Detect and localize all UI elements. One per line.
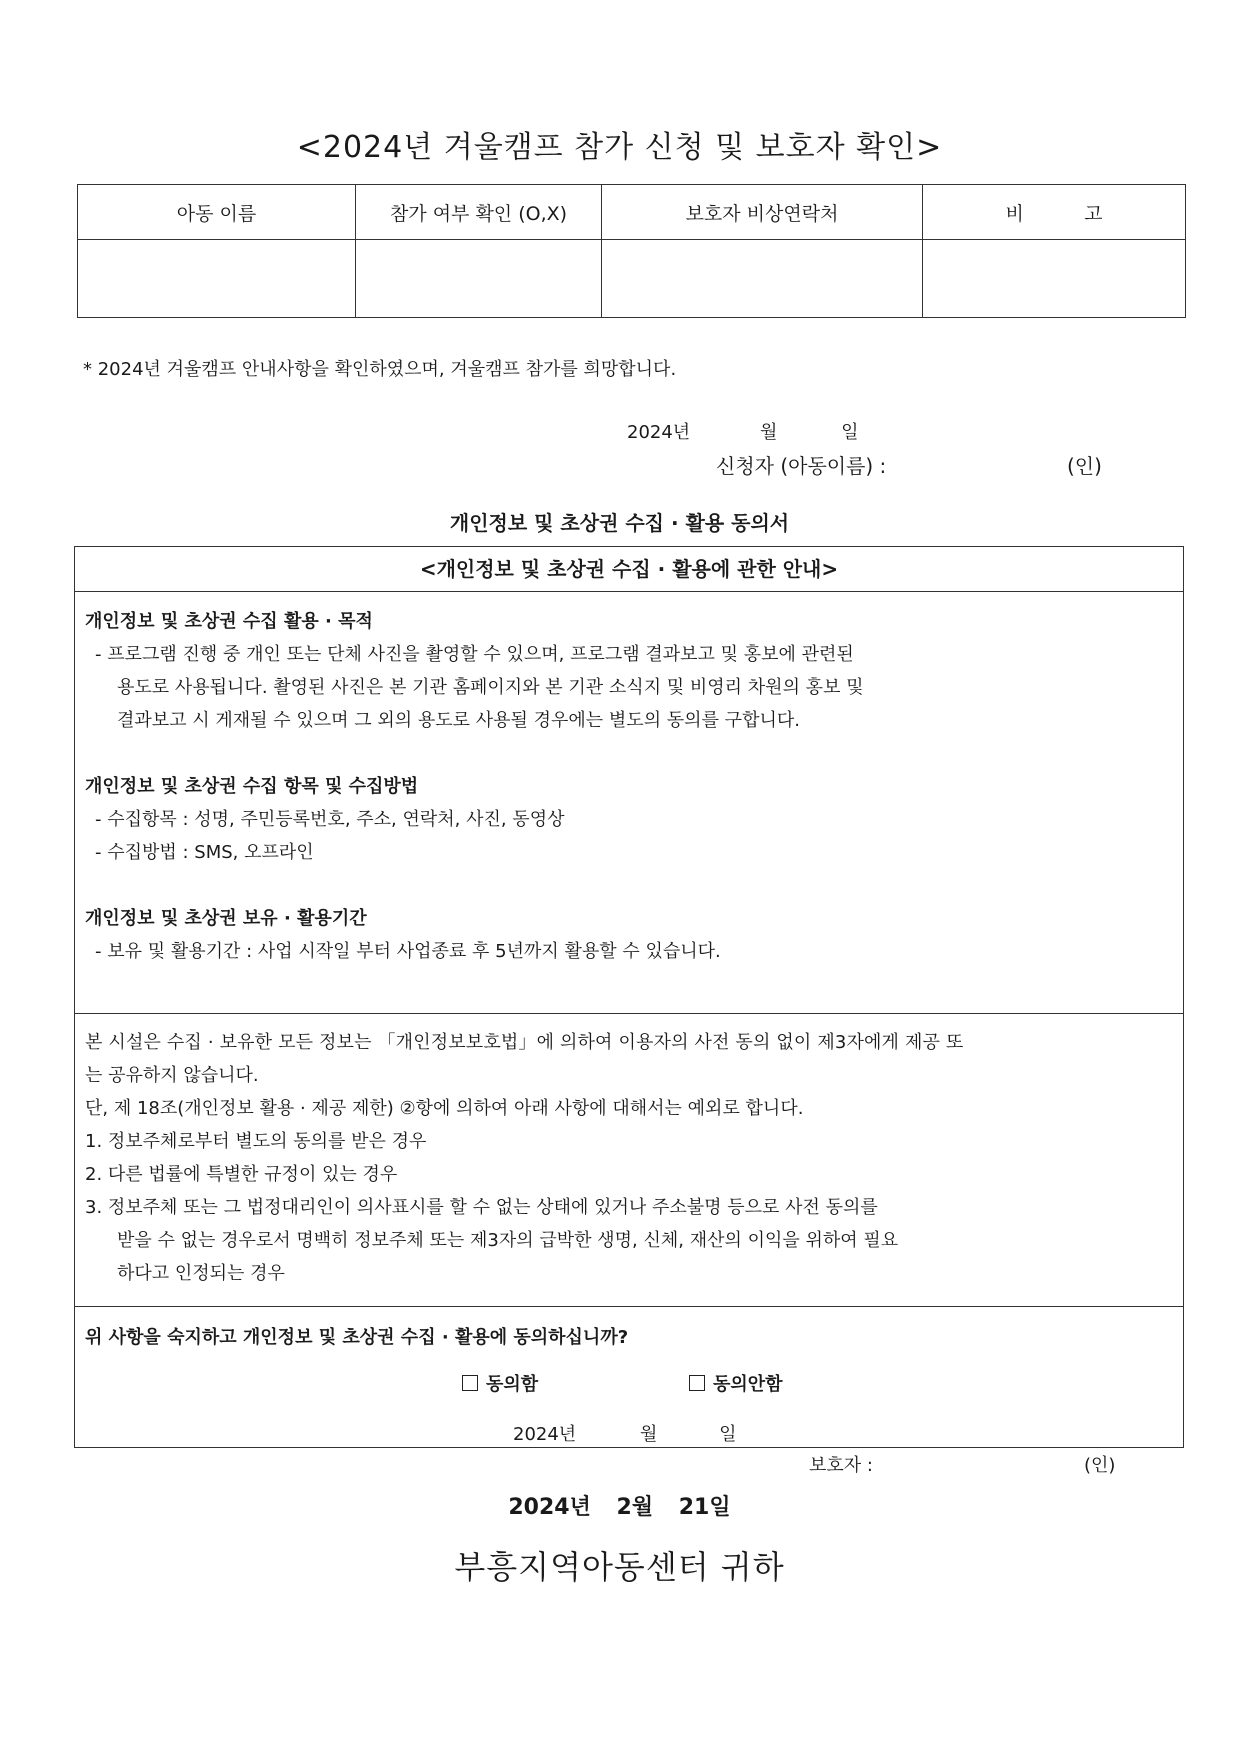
applicant-label: 신청자 (아동이름) : — [716, 454, 887, 478]
purpose-line: - 프로그램 진행 중 개인 또는 단체 사진을 촬영할 수 있으며, 프로그램 결과보고 및 홍보에 관련된 — [95, 644, 854, 665]
table-row — [78, 240, 1186, 318]
retention-line: - 보유 및 활용기간 : 사업 시작일 부터 사업종료 후 5년까지 활용할 수 있습니다. — [95, 941, 721, 962]
date-month: 월 — [639, 1424, 658, 1445]
application-date — [627, 418, 858, 444]
header-child-name: 아동 이름 — [78, 185, 356, 240]
retention-heading: 개인정보 및 초상권 보유 · 활용기간 — [85, 908, 367, 929]
applicant-seal: (인) — [1067, 454, 1102, 478]
consent-box-header: <개인정보 및 초상권 수집 · 활용에 관한 안내> — [75, 547, 1183, 592]
consent-title: 개인정보 및 초상권 수집 · 활용 동의서 — [449, 511, 790, 535]
remarks-cell[interactable] — [923, 240, 1186, 318]
guidance-section — [75, 591, 1183, 1014]
date-year: 2024년 — [627, 422, 691, 443]
guardian-label: 보호자 : — [809, 1455, 873, 1476]
agree-checkbox[interactable] — [462, 1375, 478, 1391]
header-remarks: 비 고 — [923, 185, 1186, 240]
disagree-label: 동의안함 — [713, 1374, 783, 1395]
purpose-line: 결과보고 시 게재될 수 있으며 그 외의 용도로 사용될 경우에는 별도의 동의를 구합니다. — [117, 710, 800, 731]
consent-box — [74, 546, 1184, 1476]
agree-option[interactable] — [462, 1370, 538, 1396]
agree-label: 동의함 — [486, 1374, 539, 1395]
final-date: 2024년 2월 21일 — [508, 1495, 731, 1520]
guardian-seal: (인) — [1084, 1455, 1116, 1476]
disagree-option[interactable] — [689, 1370, 783, 1396]
third-party-section — [75, 1013, 1183, 1307]
third-party-line: 본 시설은 수집 · 보유한 모든 정보는 「개인정보보호법」에 의하여 이용자의 사전 동의 없이 제3자에게 제공 또 — [85, 1032, 964, 1053]
third-party-line: 1. 정보주체로부터 별도의 동의를 받은 경우 — [85, 1131, 427, 1152]
agreement-date — [513, 1420, 736, 1446]
recipient: 부흥지역아동센터 귀하 — [454, 1548, 785, 1586]
agreement-section — [75, 1306, 1183, 1476]
date-month: 월 — [759, 422, 778, 443]
table-header-row — [78, 185, 1186, 240]
third-party-line: 는 공유하지 않습니다. — [85, 1065, 259, 1086]
header-participation: 참가 여부 확인 (O,X) — [356, 185, 602, 240]
disagree-checkbox[interactable] — [689, 1375, 705, 1391]
purpose-line: 용도로 사용됩니다. 촬영된 사진은 본 기관 홈페이지와 본 기관 소식지 및 비영리 차원의 홍보 및 — [117, 677, 864, 698]
items-line: - 수집항목 : 성명, 주민등록번호, 주소, 연락처, 사진, 동영상 — [95, 809, 565, 830]
items-line: - 수집방법 : SMS, 오프라인 — [95, 842, 314, 863]
date-day: 일 — [719, 1424, 737, 1445]
third-party-line: 3. 정보주체 또는 그 법정대리인이 의사표시를 할 수 없는 상태에 있거나 주소불명 등으로 사전 동의를 — [85, 1197, 878, 1218]
participation-cell[interactable] — [356, 240, 602, 318]
confirmation-note: * 2024년 겨울캠프 안내사항을 확인하였으며, 겨울캠프 참가를 희망합니다. — [83, 359, 677, 380]
date-year: 2024년 — [513, 1424, 577, 1445]
header-guardian-contact: 보호자 비상연락처 — [602, 185, 923, 240]
third-party-line: 받을 수 없는 경우로서 명백히 정보주체 또는 제3자의 급박한 생명, 신체, 재산의 이익을 위하여 필요 — [117, 1230, 899, 1251]
third-party-line: 단, 제 18조(개인정보 활용 · 제공 제한) ②항에 의하여 아래 사항에 대해서는 예외로 합니다. — [85, 1098, 804, 1119]
date-day: 일 — [841, 422, 859, 443]
page-title: <2024년 겨울캠프 참가 신청 및 보호자 확인> — [296, 130, 943, 165]
purpose-heading: 개인정보 및 초상권 수집 활용 · 목적 — [85, 611, 373, 632]
third-party-line: 하다고 인정되는 경우 — [117, 1263, 285, 1284]
items-heading: 개인정보 및 초상권 수집 항목 및 수집방법 — [85, 776, 419, 797]
agreement-question: 위 사항을 숙지하고 개인정보 및 초상권 수집 · 활용에 동의하십니까? — [85, 1327, 629, 1348]
application-table — [77, 184, 1186, 318]
third-party-line: 2. 다른 법률에 특별한 규정이 있는 경우 — [85, 1164, 398, 1185]
guardian-contact-cell[interactable] — [602, 240, 923, 318]
child-name-cell[interactable] — [78, 240, 356, 318]
